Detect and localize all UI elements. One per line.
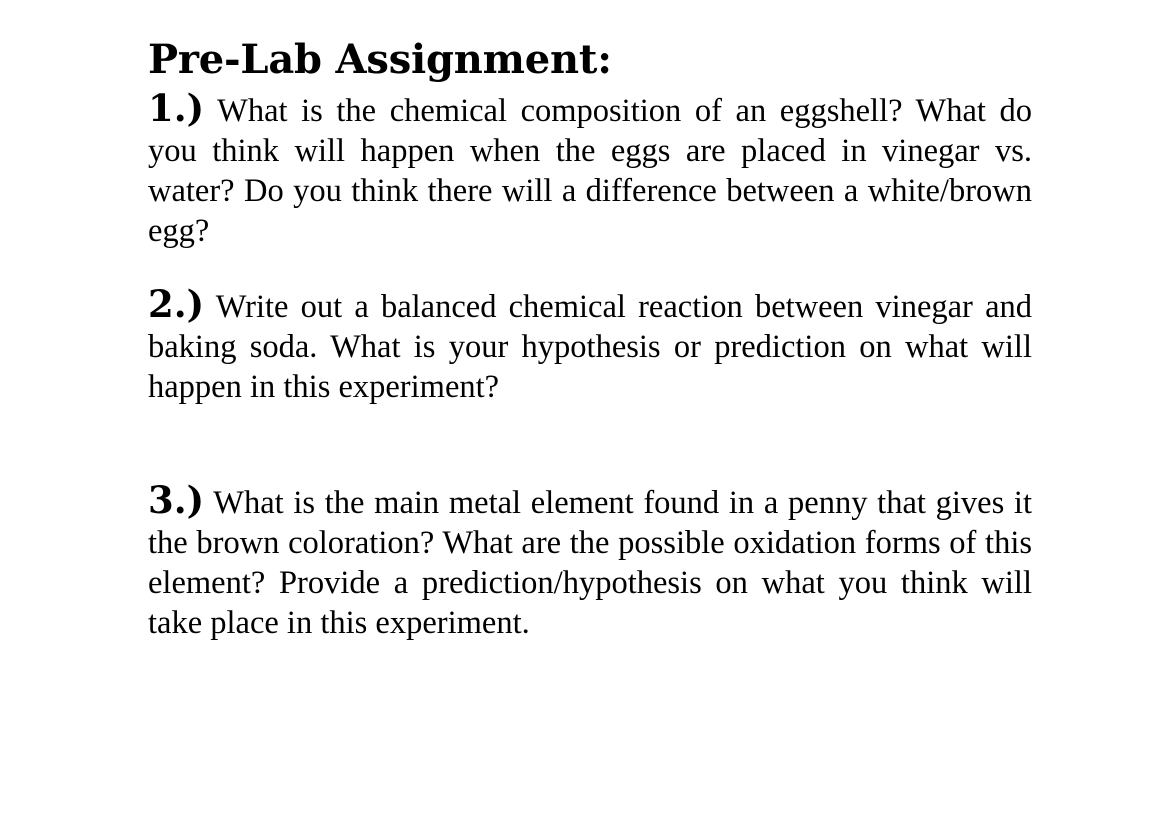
question-2-number: 2.) (148, 282, 205, 326)
page-title: Pre-Lab Assignment: (148, 36, 612, 83)
question-2 (148, 284, 1032, 407)
question-2-text: Write out a balanced chemical reaction between vinegar and baking soda. What is your hypothesis or prediction on what will happen in this experiment? (148, 289, 1032, 405)
question-3 (148, 480, 1032, 643)
question-1 (148, 88, 1032, 251)
question-3-text: What is the main metal element found in a penny that gives it the brown coloration? What are the possible oxidation forms of this element? Provide a prediction/hypothesis on what you think will take place in this experiment. (148, 485, 1032, 641)
question-1-number: 1.) (148, 86, 205, 130)
question-3-number: 3.) (148, 478, 205, 522)
question-1-text: What is the chemical composition of an eggshell? What do you think will happen when the eggs are placed in vinegar vs. water? Do you think there will a difference between a white/brown egg? (148, 93, 1032, 249)
document-page (148, 34, 1032, 643)
